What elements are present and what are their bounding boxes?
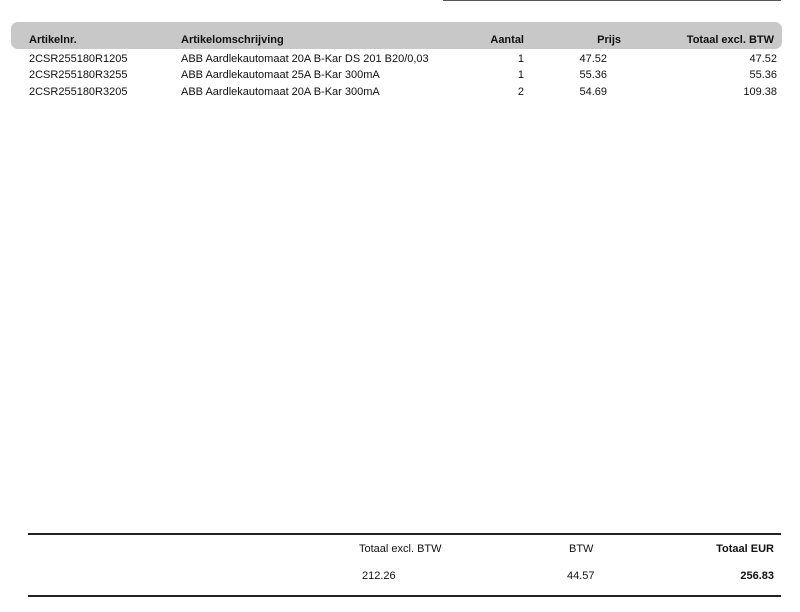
totals-value-total-excl: 212.26 (362, 570, 396, 582)
totals-label-total-excl: Totaal excl. BTW (359, 543, 442, 555)
row-article-no: 2CSR255180R1205 (29, 53, 128, 65)
row-description: ABB Aardlekautomaat 20A B-Kar DS 201 B20/0,03 (181, 53, 429, 65)
header-total-excl: Totaal excl. BTW (686, 34, 774, 46)
row-price: 47.52 (579, 53, 607, 65)
table-header-bar (11, 22, 782, 49)
top-rule (443, 0, 781, 1)
row-total-excl: 47.52 (749, 53, 777, 65)
totals-value-vat: 44.57 (567, 570, 595, 582)
totals-label-total-eur: Totaal EUR (716, 543, 774, 555)
table-row (0, 53, 800, 69)
row-article-no: 2CSR255180R3255 (29, 69, 128, 81)
row-quantity: 1 (517, 53, 524, 65)
table-row (0, 86, 800, 102)
header-article-no: Artikelnr. (29, 34, 77, 46)
row-description: ABB Aardlekautomaat 20A B-Kar 300mA (181, 86, 380, 98)
row-quantity: 2 (517, 86, 524, 98)
row-total-excl: 109.38 (743, 86, 777, 98)
table-row (0, 69, 800, 85)
totals-value-total-eur: 256.83 (740, 570, 774, 582)
totals-top-rule (28, 533, 781, 535)
row-article-no: 2CSR255180R3205 (29, 86, 128, 98)
row-quantity: 1 (517, 69, 524, 81)
header-quantity: Aantal (490, 34, 524, 46)
header-description: Artikelomschrijving (181, 34, 284, 46)
row-total-excl: 55.36 (749, 69, 777, 81)
totals-label-vat: BTW (569, 543, 594, 555)
totals-bottom-rule (28, 595, 781, 597)
header-price: Prijs (597, 34, 621, 46)
row-description: ABB Aardlekautomaat 25A B-Kar 300mA (181, 69, 380, 81)
row-price: 55.36 (579, 69, 607, 81)
row-price: 54.69 (579, 86, 607, 98)
